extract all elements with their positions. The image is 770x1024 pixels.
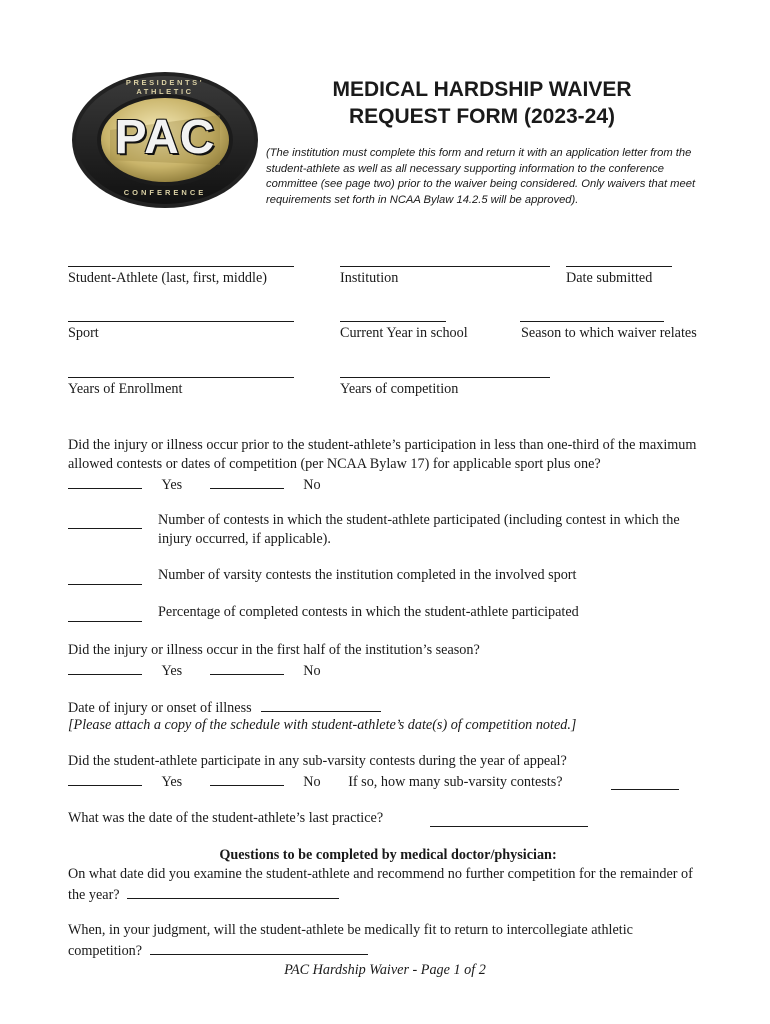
return-fit-question [68,921,708,961]
doctor-heading: Questions to be completed by medical doctor/physician: [219,847,557,863]
intro-instructions: (The institution must complete this form and return it with an application letter from the student-athlete as well as all necessary supporting information to the conference committee (see page two) prior to the waiver being considered. Only waivers that meet requirements set forth in NCAA Bylaw 14.2.5 will be approved). [266,147,696,206]
contests-participated-blank[interactable] [68,514,142,529]
date-submitted-label: Date submitted [566,270,653,286]
years-enrollment-line[interactable] [68,377,294,378]
date-submitted-line[interactable] [566,266,672,267]
return-fit-blank[interactable] [150,940,368,955]
date-injury-blank[interactable] [261,697,381,712]
season-label: Season to which waiver relates [521,325,697,341]
q2-yes-label: Yes [161,663,183,679]
sport-label: Sport [68,325,99,341]
years-competition-line[interactable] [340,377,550,378]
how-many-blank[interactable] [611,775,679,790]
title-line-2: REQUEST FORM (2023-24) [348,105,616,128]
contests-participated-label: Number of contests in which the student-athlete participated (including contest in which the injury occurred, if applicable). [158,512,680,547]
season-line[interactable] [520,321,664,322]
page-footer: PAC Hardship Waiver - Page 1 of 2 [284,962,486,978]
sport-line[interactable] [68,321,294,322]
q1-no-blank[interactable] [210,474,284,489]
student-athlete-label: Student-Athlete (last, first, middle) [68,270,267,286]
title-line-1: MEDICAL HARDSHIP WAIVER [332,78,632,101]
q2-no-label: No [303,663,321,679]
current-year-label: Current Year in school [340,325,468,341]
institution-line[interactable] [340,266,550,267]
q1-yes-row [68,474,321,494]
q2-no-blank[interactable] [210,660,284,675]
q1-yes-blank[interactable] [68,474,142,489]
q3-yes-row [68,771,563,791]
institution-label: Institution [340,270,399,286]
q1-no-label: No [303,477,321,493]
form-title [282,76,682,130]
current-year-line[interactable] [340,321,446,322]
q2-yes-row [68,660,321,680]
last-practice-label: What was the date of the student-athlete’s last practice? [68,810,384,826]
varsity-completed-label: Number of varsity contests the institution completed in the involved sport [158,567,577,583]
student-athlete-line[interactable] [68,266,294,267]
q1-yes-label: Yes [161,477,183,493]
how-many-label: If so, how many sub-varsity contests? [348,774,563,790]
last-practice-blank[interactable] [430,812,588,827]
logo-ring-bottom: CONFERENCE [123,188,207,197]
q2-yes-blank[interactable] [68,660,142,675]
question-subvarsity: Did the student-athlete participate in any sub-varsity contests during the year of appeal? [68,753,567,769]
q3-yes-label: Yes [161,774,183,790]
q3-yes-blank[interactable] [68,771,142,786]
date-injury-label: Date of injury or onset of illness [68,700,252,716]
date-injury-row [68,697,381,717]
varsity-completed-blank[interactable] [68,570,142,585]
logo-text: PAC [114,111,216,164]
q3-no-blank[interactable] [210,771,284,786]
years-enrollment-label: Years of Enrollment [68,381,183,397]
return-fit-label: When, in your judgment, will the student-athlete be medically fit to return to intercollegiate athletic competition? [68,922,633,959]
percentage-label: Percentage of completed contests in which the student-athlete participated [158,604,579,620]
examine-date-label: On what date did you examine the student-athlete and recommend no further competition for the remainder of the year? [68,866,693,903]
attach-note: [Please attach a copy of the schedule with student-athlete’s date(s) of competition noted.] [68,717,577,733]
logo-ring-top: PRESIDENTS' ATHLETIC [125,78,205,96]
years-competition-label: Years of competition [340,381,459,397]
pac-logo [70,70,260,210]
examine-date-question [68,865,708,905]
examine-date-blank[interactable] [127,884,339,899]
q3-no-label: No [303,774,321,790]
question-first-half: Did the injury or illness occur in the first half of the institution’s season? [68,642,480,658]
question-one-third: Did the injury or illness occur prior to the student-athlete’s participation in less than one-third of the maximum allowed contests or dates of competition (per NCAA Bylaw 17) for applicable sport plus one? [68,437,697,472]
percentage-blank[interactable] [68,607,142,622]
